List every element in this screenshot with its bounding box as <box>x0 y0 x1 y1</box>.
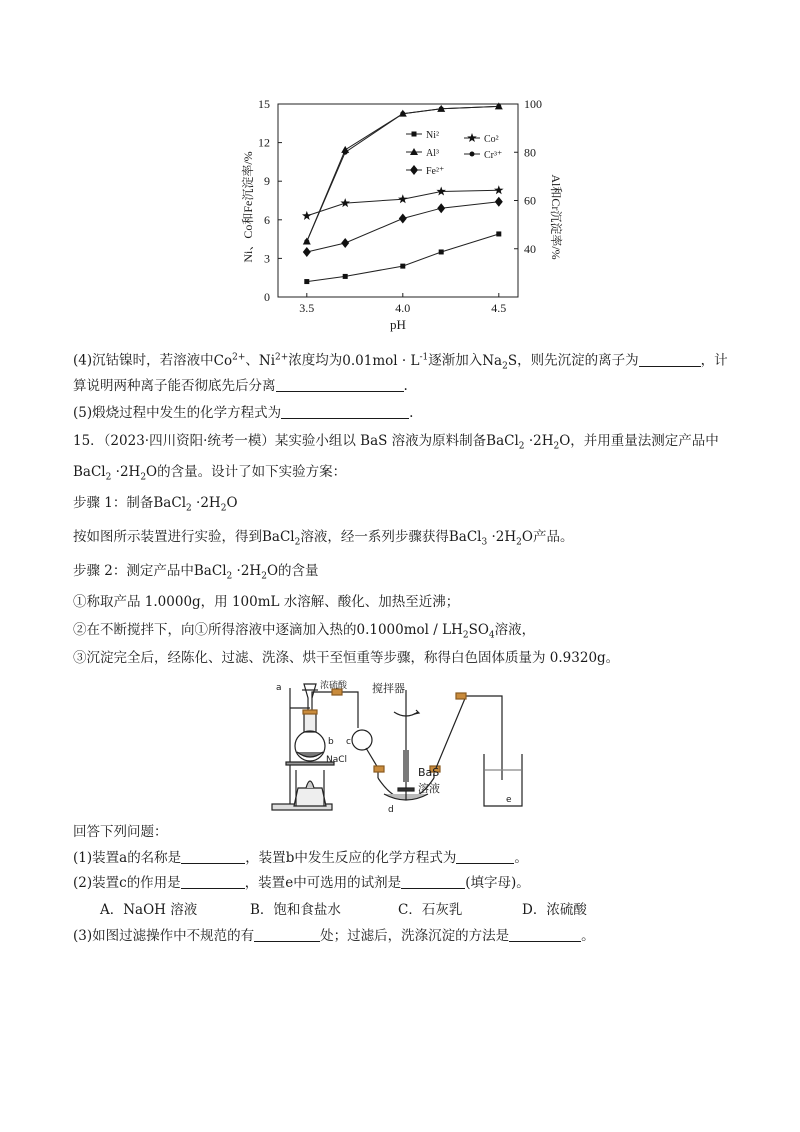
answer-blank-q2-function[interactable] <box>181 874 245 889</box>
marker-diamond <box>341 238 349 248</box>
beaker-e <box>484 754 522 806</box>
q2-line: (2)装置c的作用是 ，装置e中可选用的试剂是 (填字母)。 <box>73 875 530 891</box>
label-bas: BaS <box>418 766 440 779</box>
q4-text-a: (4)沉钴镍时，若溶液中 <box>73 352 214 369</box>
h2so4-concentration: $0.1000mol / LH_2SO_4$ <box>356 622 495 641</box>
alcohol-lamp <box>294 788 326 806</box>
marker-circle <box>343 150 348 155</box>
answer-blank-q2-reagent[interactable] <box>401 874 465 889</box>
marker-star <box>302 211 312 220</box>
option-a[interactable]: A．NaOH 溶液 <box>100 902 198 918</box>
legend-label: Co² <box>484 134 499 145</box>
q1-line: (1)装置a的名称是 ，装置b中发生反应的化学方程式为 。 <box>73 850 528 866</box>
co-ion: $Co^{2+}$ <box>213 352 246 369</box>
plot-frame <box>278 104 518 297</box>
y-tick-label-left: 0 <box>264 290 270 304</box>
label-a: a <box>276 683 282 693</box>
legend-label: Fe²⁺ <box>426 166 445 177</box>
label-c: c <box>346 737 351 747</box>
chart-series <box>302 102 504 284</box>
y-tick-label-right: 80 <box>524 145 536 160</box>
marker-square <box>412 132 417 137</box>
label-e: e <box>506 795 512 805</box>
step2-item1: ①称取产品 1.0000g，用 100mL 水溶解、酸化、加热至近沸； <box>73 594 460 610</box>
q3-line: (3)如图过滤操作中不规范的有 处；过滤后，洗涤沉淀的方法是 。 <box>73 928 595 944</box>
answer-blank-q1-name[interactable] <box>181 849 245 864</box>
y-tick-label-left: 15 <box>258 97 270 111</box>
y-tick-label-left: 12 <box>258 135 270 150</box>
marker-star <box>467 133 477 142</box>
y-axis-label-right: Al和Cr沉淀率/% <box>549 174 563 260</box>
bacl2-2h2o-formula: BaCl$_2$ $\cdot 2H_2O$ <box>193 563 279 582</box>
legend-label: Ni² <box>426 130 439 141</box>
answer-intro: 回答下列问题： <box>73 824 168 840</box>
na2s-formula: $Na_2S$ <box>482 352 518 372</box>
y-tick-label-right: 100 <box>524 97 542 111</box>
step2-title: 步骤 2：测定产品中BaCl$_2$ $\cdot 2H_2O$的含量 <box>73 563 319 582</box>
legend-label: Cr³⁺ <box>484 150 503 161</box>
step1-desc: 按如图所示装置进行实验，得到BaCl$_2$溶液，经一系列步骤获得BaCl$_3$ $\cdot 2H_2O$产品。 <box>73 529 574 548</box>
label-solution: 溶液 <box>418 782 440 795</box>
marker-square <box>343 274 348 279</box>
y-tick-label-left: 9 <box>264 174 270 189</box>
step1-title: 步骤 1：制备BaCl$_2$ $\cdot 2H_2O$ <box>73 495 238 514</box>
answer-blank-q3-method[interactable] <box>509 927 581 942</box>
bacl2-2h2o-formula: BaCl$_2$ $\cdot 2H_2O$ <box>486 433 571 452</box>
concentration: $0.01mol \cdot L^{-1}$ <box>342 352 429 369</box>
marker-diamond <box>303 247 311 257</box>
answer-blank-q3-count[interactable] <box>254 927 320 942</box>
q15-line1: 15．（2023·四川资阳·统考一模）某实验小组以 BaS 溶液为原料制备BaCl$_2$ $\cdot 2H_2O$，并用重量法测定产品中 <box>73 433 719 452</box>
chart-legend <box>406 130 502 177</box>
series-square <box>304 231 501 284</box>
y-axis-label-left: Ni、Co和Fe沉淀率/% <box>241 151 255 263</box>
q5-text: (5)煅烧过程中发生的化学方程式为 <box>73 405 282 421</box>
x-tick-label: 3.5 <box>299 301 315 315</box>
step2-item2: ②在不断搅拌下，向①所得溶液中逐滴加入热的$0.1000mol / LH_2SO_4$溶液， <box>73 622 536 641</box>
delivery-tube-1 <box>312 692 358 728</box>
marker-square <box>439 249 444 254</box>
apparatus-diagram <box>266 670 530 816</box>
delivery-tube-2 <box>436 696 502 780</box>
option-b[interactable]: B．饱和食盐水 <box>250 902 341 918</box>
answer-blank-q5[interactable] <box>281 404 409 419</box>
marker-star <box>494 185 504 194</box>
bulb-c <box>352 730 372 750</box>
q4-text-f: 算说明两种离子能否彻底先后分离 <box>73 378 276 394</box>
chart-axes <box>278 104 518 297</box>
answer-blank-q4-separation[interactable] <box>276 377 404 392</box>
y-tick-label-left: 3 <box>264 251 270 266</box>
series-line <box>307 190 499 216</box>
y-tick-label-left: 6 <box>264 212 270 227</box>
bacl2-formula: BaCl$_2$ <box>262 529 301 548</box>
series-line <box>307 202 499 252</box>
marker-diamond <box>410 165 418 175</box>
label-b: b <box>328 737 334 747</box>
q15-line2: BaCl$_2$ $\cdot 2H_2O$的含量。设计了如下实验方案： <box>73 464 347 483</box>
label-stirrer: 搅拌器 <box>372 682 405 695</box>
y-tick-label-right: 40 <box>524 241 536 256</box>
label-conc-acid: 浓硫酸 <box>320 681 348 691</box>
marker-diamond <box>495 197 503 207</box>
bacl3-2h2o-formula: BaCl$_3$ $\cdot 2H_2O$ <box>448 529 533 548</box>
marker-circle <box>400 111 405 116</box>
x-tick-label: 4.0 <box>395 301 411 315</box>
marker-circle <box>496 104 501 109</box>
q2-options <box>100 900 760 920</box>
series-diamond <box>303 197 503 257</box>
answer-blank-q1-equation[interactable] <box>456 849 514 864</box>
legend-label: Al³ <box>426 148 439 159</box>
answer-blank-q4-ion[interactable] <box>639 352 701 367</box>
ni-ion: $Ni^{2+}$ <box>258 352 289 369</box>
flask-neck <box>304 712 316 732</box>
marker-circle <box>470 152 475 157</box>
q4-line1: (4)沉钴镍时，若溶液中$Co^{2+}$、$Ni^{2+}$浓度均为$0.01mol \cdot L^{-1}$逐渐加入$Na_2S$，则先沉淀的离子为 ，计 <box>73 352 728 372</box>
q15-text-a: 15．（2023·四川资阳·统考一模）某实验小组以 BaS 溶液为原料制备 <box>73 433 487 449</box>
marker-diamond <box>399 214 407 224</box>
label-nacl: NaCl <box>326 755 348 765</box>
x-axis-label: pH <box>390 317 406 332</box>
option-c[interactable]: C．石灰乳 <box>398 902 463 918</box>
marker-diamond <box>437 203 445 213</box>
q4-line2: 算说明两种离子能否彻底先后分离 . <box>73 378 408 394</box>
y-tick-label-right: 60 <box>524 193 536 208</box>
option-d[interactable]: D．浓硫酸 <box>522 902 587 918</box>
marker-square <box>496 231 501 236</box>
bacl2-2h2o-formula: BaCl$_2$ $\cdot 2H_2O$ <box>73 464 158 483</box>
label-d: d <box>388 805 394 815</box>
bacl2-2h2o-formula: BaCl$_2$ $\cdot 2H_2O$ <box>153 495 238 514</box>
marker-circle <box>304 239 309 244</box>
marker-square <box>400 264 405 269</box>
precipitation-rate-chart <box>236 92 570 332</box>
step2-item3: ③沉淀完全后，经陈化、过滤、洗涤、烘干至恒重等步骤，称得白色固体质量为 0.9320g。 <box>73 650 620 666</box>
x-tick-label: 4.5 <box>491 301 507 315</box>
marker-square <box>304 279 309 284</box>
q5-line: (5)煅烧过程中发生的化学方程式为 . <box>73 405 414 421</box>
marker-circle <box>439 106 444 111</box>
series-line <box>307 234 499 282</box>
